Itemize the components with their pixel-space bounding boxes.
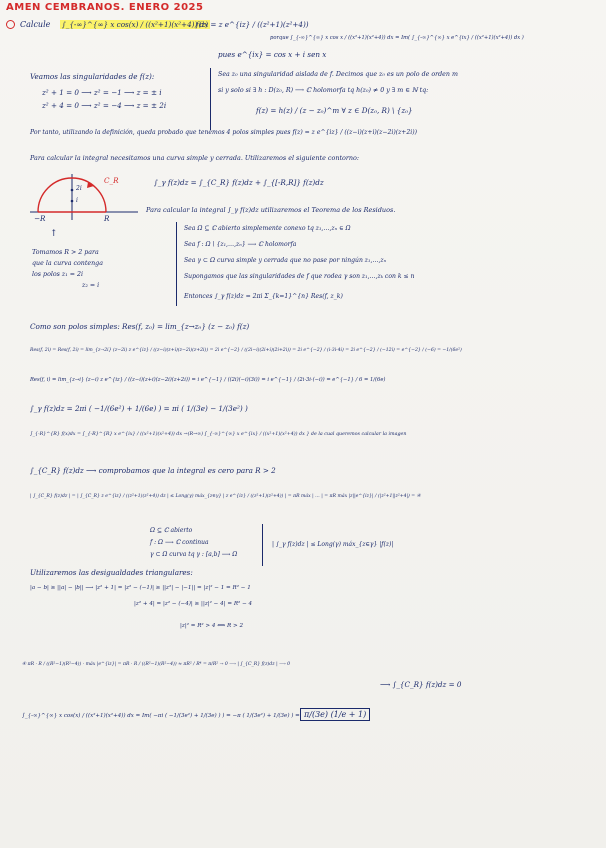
exam-header: AMEN CEMBRANOS. ENERO 2025	[6, 2, 204, 13]
singularity-eq-1: z² + 1 = 0 ⟶ z² = −1 ⟶ z = ± i	[42, 88, 162, 97]
contour-label-minus-r: −R	[34, 214, 46, 223]
definition-brace	[210, 68, 211, 130]
problem-function-def: f(z) = z e^{iz} / ((z²+1)(z²+4))	[196, 20, 309, 29]
singularities-intro: Veamos las singularidades de f(z):	[30, 72, 155, 81]
theorem-hyp-1: Sea Ω ⊆ ℂ abierto simplemente conexo tq z₁,…,zₙ ∈ Ω	[184, 225, 351, 232]
triangle-intro: Utilizaremos las desigualdades triangulares:	[30, 568, 193, 577]
ml-hyp-2: f : Ω ⟶ ℂ continua	[150, 539, 209, 546]
theorem-hyp-2: Sea f : Ω \ {z₁,…,zₙ} ⟶ ℂ holomorfa	[184, 241, 297, 248]
radius-note-1: Tomamos R > 2 para	[32, 249, 99, 256]
contour-integral-split: ∫_γ f(z)dz = ∫_{C_R} f(z)dz + ∫_{[-R,R]} f(z)dz	[154, 178, 324, 187]
contour-label-i: i	[76, 197, 78, 204]
residue-at-i: Res(f, i) = lim_{z→i} (z−i) z e^{iz} / ((z−i)(z+i)(z−2i)(z+2i)) = i e^{−1} / ((2i)(−i)(3i)) = i e^{−1} / (2i·3i·(−i)) = e^{−1} / 6 = 1/(6e)	[30, 377, 386, 383]
pole-definition-1: Sea z₀ una singularidad aislada de f. Decimos que z₀ es un polo de orden m	[218, 71, 458, 78]
contour-integral-value: ∫_γ f(z)dz = 2πi ( −1/(6e²) + 1/(6e) ) = πi ( 1/(3e) − 1/(3e²) )	[30, 404, 248, 413]
pole-definition-2: si y solo si ∃ h : D(z₀, R) ⟶ ℂ holomorfa tq h(z₀) ≠ 0 y ∃ m ∈ ℕ tq:	[218, 87, 429, 94]
real-segment-limit: ∫_{-R}^{R} f(x)dx = ∫_{-R}^{R} x e^{ix} / ((x²+1)(x²+4)) dx →(R→∞) ∫_{-∞}^{∞} x e^{ix} / ((x²+1)(x²+4)) dx } de la cual queremos calcular la imagen	[30, 432, 407, 437]
theorem-conclusion: Entonces ∫_γ f(z)dz = 2πi Σ_{k=1}^{n} Res(f, z_k)	[184, 293, 343, 300]
ml-conclusion: | ∫_γ f(z)dz | ≤ Long(γ) máx_{z∈γ} |f(z)|	[272, 541, 394, 548]
problem-porque: porque ∫_{-∞}^{∞} x cos x / ((x²+1)(x²+4)) dx = Im( ∫_{-∞}^{∞} x e^{ix} / ((x²+1)(x²+4)) dx )	[270, 35, 524, 41]
residue-at-2i: Res(f, 2i) = Res(f, 2i) = lim_{z→2i} (z−2i) z e^{iz} / ((z−i)(z+i)(z−2i)(z+2i)) = 2i e^{−2} / ((2i−i)(2i+i)(2i+2i)) = 2i e^{−2} / (i·3i·4i) = 2i e^{−2} / (−12i) = e^{−2} / (−6) = −1/(6e²)	[30, 348, 462, 353]
pole-i-mark	[71, 200, 74, 203]
theorem-hyp-3: Sea γ ⊂ Ω curva simple y cerrada que no pase por ningún z₁,…,zₙ	[184, 257, 387, 264]
theorem-brace	[176, 222, 177, 306]
final-answer-box: π/(3e) (1/e + 1)	[300, 708, 370, 721]
problem-puesto: pues e^{ix} = cos x + i sen x	[218, 50, 327, 59]
ml-hyp-1: Ω ⊆ ℂ abierto	[150, 527, 193, 534]
contour-label-curve: C_R	[104, 176, 119, 185]
arc-bound-conclusion: ⟶ ∫_{C_R} f(z)dz = 0	[380, 680, 462, 689]
radius-note-3: los polos z₁ = 2i	[32, 271, 84, 278]
problem-bullet-icon	[6, 20, 15, 29]
contour-diagram	[30, 172, 140, 224]
final-result-line: ∫_{-∞}^{∞} x cos(x) / ((x²+1)(x²+4)) dx = Im( −πi ( −1/(3e²) + 1/(3e) ) ) = −π ( 1/(3e²) + 1/(3e) ) =	[22, 713, 300, 719]
poles-line-1: Por tanto, utilizando la definición, queda probado que tenemos 4 polos simples pues f(z) = z e^{iz} / ((z−i)(z+i)(z−2i)(z+2i))	[30, 129, 417, 136]
problem-integral: ∫_{-∞}^{∞} x cos(x) / ((x²+1)(x²+4)) dx	[62, 20, 209, 29]
ml-hyp-3: γ ⊂ Ω curva tq γ : [a,b] ⟶ Ω	[150, 551, 238, 558]
theorem-hyp-4: Supongamos que las singularidades de f que rodea γ son z₁,…,zₖ con k ≤ n	[184, 273, 415, 280]
radius-note-2: que la curva contenga	[32, 260, 103, 267]
radius-note-arrow-icon: ↑	[50, 229, 58, 239]
residue-formula-intro: Como son polos simples: Res(f, z₀) = lim_{z→z₀} (z − z₀) f(z)	[30, 322, 250, 331]
contour-label-r: R	[104, 214, 110, 223]
singularity-eq-2: z² + 4 = 0 ⟶ z² = −4 ⟶ z = ± 2i	[42, 101, 167, 110]
radius-condition: |z|² = R² > 4 ⟺ R > 2	[180, 623, 244, 629]
radius-note-4: z₂ = i	[82, 282, 100, 289]
contour-label-2i: 2i	[76, 185, 82, 192]
pole-2i-mark	[71, 189, 74, 192]
triangle-inequality-2: |z² + 4| = |z² − (−4)| ≥ ||z|² − 4| = R² − 4	[134, 601, 253, 607]
residue-theorem-intro: Para calcular la integral ∫_γ f(z)dz utilizaremos el Teorema de los Residuos.	[146, 206, 396, 214]
ml-inequality-brace	[262, 524, 263, 566]
poles-line-2: Para calcular la integral necesitamos una curva simple y cerrada. Utilizaremos el siguiente contorno:	[30, 154, 360, 162]
arc-bound: ④ πR · R / ((R²−1)(R²−4)) · máx |e^{iz}| = πR · R / ((R²−1)(R²−4)) ≈ πR² / R⁴ = π/R² → 0 ⟶ | ∫_{C_R} f(z)dz | ⟶ 0	[22, 662, 291, 667]
triangle-inequality-1: |a − b| ≥ ||a| − |b|| ⟶ |z² + 1| = |z² − (−1)| ≥ ||z²| − |−1|| = |z|² − 1 = R² − 1	[30, 585, 251, 591]
pole-definition-3: f(z) = h(z) / (z − z₀)^m ∀ z ∈ D(z₀, R) \ {z₀}	[256, 106, 413, 115]
arc-claim: ∫_{C_R} f(z)dz ⟶ comprobamos que la integral es cero para R > 2	[30, 466, 276, 475]
arc-estimate: | ∫_{C_R} f(z)dz | = | ∫_{C_R} z e^{iz} / ((z²+1)(z²+4)) dz | ≤ Long(γ) máx_{z∈γ} | z e^{iz} / ((z²+1)(z²+4)) | = πR máx | … | = πR máx |z||e^{iz}| / (|z²+1||z²+4|) = ④	[30, 494, 421, 499]
problem-label: Calcule	[20, 20, 51, 29]
